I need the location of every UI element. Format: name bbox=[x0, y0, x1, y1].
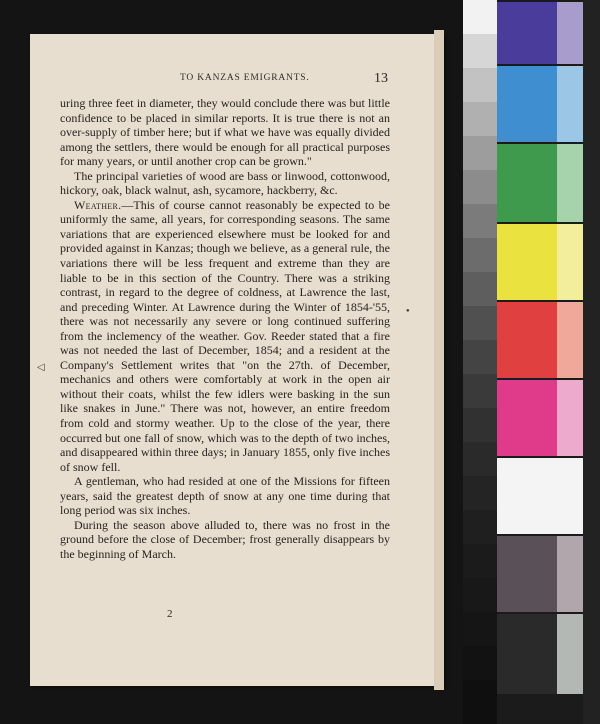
gray-scale-edge bbox=[583, 0, 600, 724]
gray-step bbox=[463, 476, 497, 510]
paragraph bbox=[60, 96, 390, 169]
gray-step bbox=[463, 340, 497, 374]
swatch-white-2 bbox=[557, 458, 583, 534]
swatch-magenta-light bbox=[557, 380, 583, 456]
gray-step bbox=[463, 510, 497, 544]
swatch-red bbox=[497, 302, 557, 378]
swatch-green bbox=[497, 144, 557, 222]
gray-step bbox=[463, 170, 497, 204]
running-header: TO KANZAS EMIGRANTS. bbox=[180, 73, 310, 83]
paragraph-text: —This of course cannot reasonably be expected to be uniformly the same, all years, for corresponding seasons. The same variations that are experienced elsewhere must be looked for and provided against in Kanzas; though we believe, as a general rule, the variations there will be less frequent and extreme than they are liable to be in this section of the Country. There was a striking contrast, in regard to the degree of coldness, at Lawrence the last, and preceding Winter. At Lawrence during the Winter of 1854-'55, there was not necessarily any severe or long continued suffering from the inclemency of the weather. Gov. Reeder stated that a fire was not needed the last of December, 1854; and a resident at the Company's Settlement writes that "on the 27th. of December, mechanics and others were comfortably at work in the open air without their coats, whilst the few idlers were basking in the sun like snakes in June." There was not, however, an entire freedom from cold and stormy weather. Up to the close of the year, there occurred but one fall of snow, which was to the depth of two inches, and disappeared within three days; in January 1855, only five inches of snow fell. bbox=[60, 197, 390, 474]
paragraph bbox=[60, 518, 390, 562]
swatch-magenta bbox=[497, 380, 557, 456]
swatch-yellow bbox=[497, 224, 557, 300]
gray-step bbox=[463, 34, 497, 68]
gray-step bbox=[463, 374, 497, 408]
swatch-violet-light bbox=[557, 2, 583, 64]
swatch-blue bbox=[497, 66, 557, 142]
gray-step bbox=[463, 408, 497, 442]
gray-step bbox=[463, 0, 497, 34]
body-text bbox=[60, 96, 390, 562]
swatch-black bbox=[497, 614, 557, 694]
gray-step bbox=[463, 306, 497, 340]
gray-step bbox=[463, 68, 497, 102]
gray-step bbox=[463, 272, 497, 306]
gray-step bbox=[463, 238, 497, 272]
gray-step bbox=[463, 578, 497, 612]
page-edge bbox=[434, 30, 444, 690]
swatch-red-light bbox=[557, 302, 583, 378]
swatch-blue-light bbox=[557, 66, 583, 142]
swatch-light-gray bbox=[557, 614, 583, 694]
swatch-green-light bbox=[557, 144, 583, 222]
gray-step bbox=[463, 442, 497, 476]
gray-step bbox=[463, 646, 497, 680]
paragraph bbox=[60, 169, 390, 198]
gray-step bbox=[463, 204, 497, 238]
section-lead: Weather. bbox=[74, 197, 122, 212]
paragraph bbox=[60, 198, 390, 474]
paragraph-text: During the season above alluded to, there was no frost in the ground before the close of December; frost generally disappears by the beginning of March. bbox=[60, 517, 390, 561]
paragraph-text: The principal varieties of wood are bass or linwood, cottonwood, hickory, oak, black walnut, ash, sycamore, hackberry, &c. bbox=[60, 168, 390, 198]
paragraph bbox=[60, 474, 390, 518]
margin-mark: ◁ bbox=[37, 362, 45, 373]
gray-step bbox=[463, 544, 497, 578]
gray-step bbox=[463, 680, 497, 724]
paragraph-text: uring three feet in diameter, they would conclude there was but little confidence to be placed in similar reports. It is true there is not an over-supply of timber here; but if what we have was equally divided among the settlers, there would be enough for all practical purposes for many years, or until another crop can be grown." bbox=[60, 96, 390, 169]
paragraph-text: A gentleman, who had resided at one of the Missions for fifteen years, said the greatest depth of snow at any one time during that long period was six inches. bbox=[60, 474, 390, 518]
signature-mark: 2 bbox=[167, 608, 173, 620]
gray-step bbox=[463, 102, 497, 136]
swatch-mid-gray bbox=[557, 536, 583, 612]
swatch-yellow-light bbox=[557, 224, 583, 300]
gray-step bbox=[463, 612, 497, 646]
gray-step bbox=[463, 136, 497, 170]
margin-dot: ● bbox=[406, 308, 410, 314]
swatch-violet bbox=[497, 2, 557, 64]
page-number: 13 bbox=[374, 71, 388, 86]
swatch-dark-gray bbox=[497, 536, 557, 612]
swatch-white bbox=[497, 458, 557, 534]
